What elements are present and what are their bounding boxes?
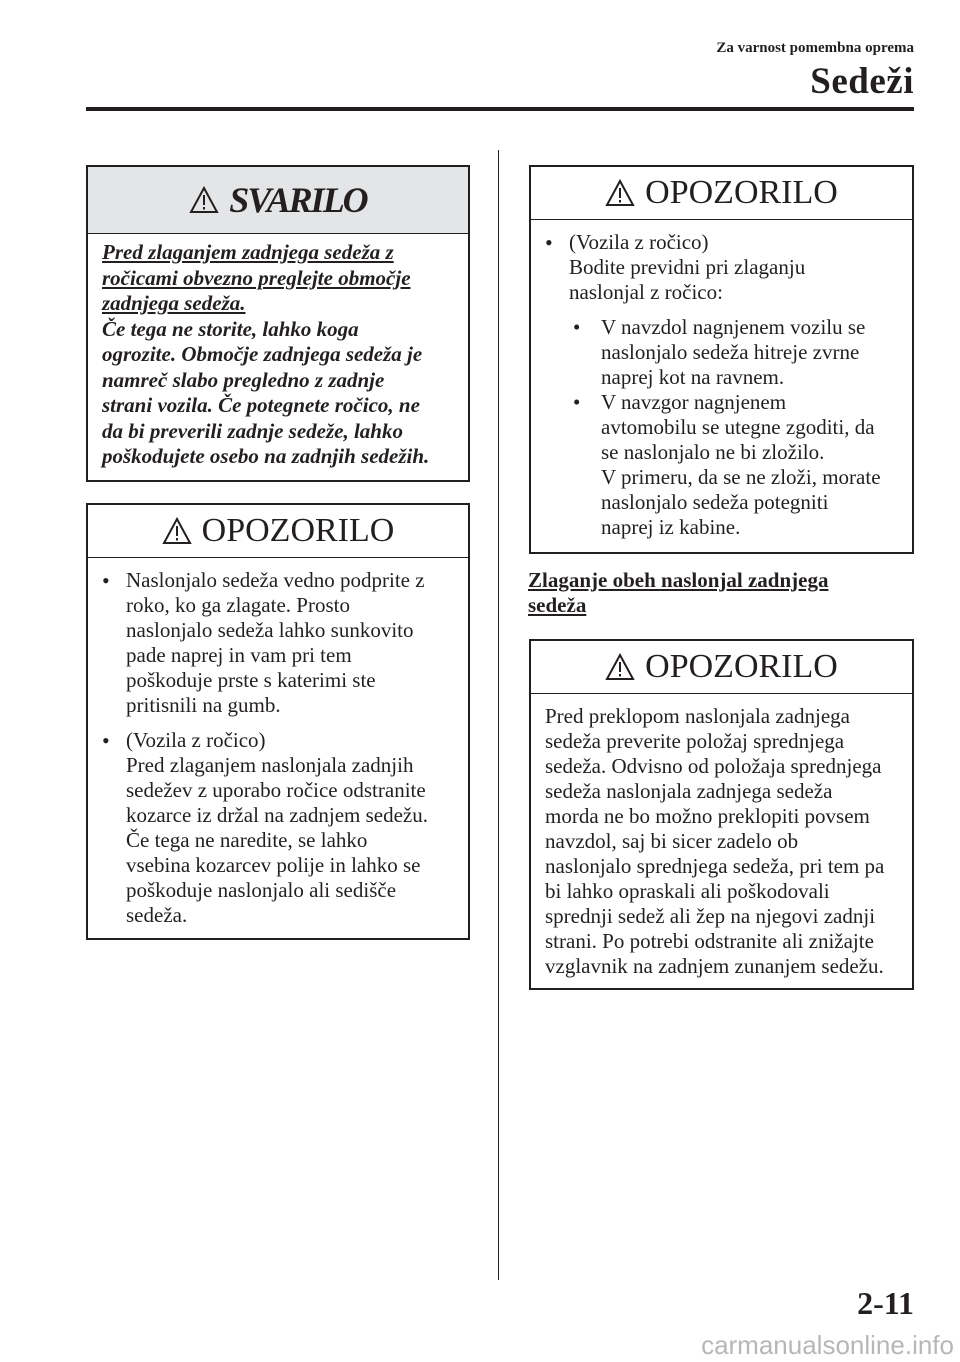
list-item-line: pade naprej in vam pri tem (126, 643, 352, 667)
list-item (102, 568, 454, 718)
list-item-line: sedežev z uporabo ročice odstranite (126, 778, 426, 802)
svarilo-line-underlined: zadnjega sedeža. (102, 291, 246, 315)
page-number: 2-11 (857, 1285, 914, 1321)
opozorilo-right-bottom-box (529, 639, 914, 990)
sub-list-item-line: se naslonjalo ne bi zložilo. (601, 440, 825, 464)
sub-list-item-line: V navzdol nagnjenem vozilu se (601, 315, 866, 339)
svarilo-warning-box (86, 165, 470, 482)
sub-list-item-line: naprej iz kabine. (601, 515, 741, 539)
list-item-line: naslonjalo sedeža lahko sunkovito (126, 618, 414, 642)
list-item-line: roko, ko ga zlagate. Prosto (126, 593, 350, 617)
paragraph-line: morda ne bo možno preklopiti povsem (545, 804, 870, 828)
opozorilo-left-box (86, 503, 470, 940)
svarilo-line: poškodujete osebo na zadnjih sedežih. (102, 444, 430, 468)
warning-triangle-icon (605, 653, 635, 681)
header-rule (86, 107, 914, 111)
opozorilo-right-bottom-title: OPOZORILO (645, 648, 838, 685)
watermark: carmanualsonline.info (701, 1330, 954, 1360)
paragraph-line: vzglavnik na zadnjem zunanjem sedežu. (545, 954, 884, 978)
opozorilo-right-top-box (529, 165, 914, 554)
sub-list-item-line: naslonjalo sedeža potegniti (601, 490, 829, 514)
sub-list-item-line: naprej kot na ravnem. (601, 365, 785, 389)
paragraph-line: sprednji sedež ali žep na njegovi zadnji (545, 904, 876, 928)
opozorilo-left-title: OPOZORILO (201, 512, 395, 549)
paragraph-line: Pred preklopom naslonjala zadnjega (545, 704, 850, 728)
section-heading (528, 568, 908, 618)
opozorilo-left-body (88, 558, 468, 940)
warning-triangle-icon (189, 186, 219, 214)
paragraph-line: navzdol, saj bi sicer zadelo ob (545, 829, 799, 853)
bullet-icon: • (102, 568, 110, 593)
bullet-icon: • (573, 315, 581, 339)
sub-list-item-line: avtomobilu se utegne zgoditi, da (601, 415, 875, 439)
paragraph-line: sedeža. Odvisno od položaja sprednjega (545, 754, 882, 778)
bullet-icon: • (573, 390, 581, 414)
list-item-line: (Vozila z ročico) (569, 230, 709, 254)
svarilo-line: Če tega ne storite, lahko koga (102, 316, 359, 341)
list-item-line: kozarce iz držal na zadnjem sedežu. (126, 803, 428, 827)
list-item-line: pritisnili na gumb. (126, 693, 281, 717)
sub-list-item-line: V navzgor nagnjenem (601, 390, 787, 414)
sub-list-item-line: V primeru, da se ne zloži, morate (601, 465, 881, 489)
paragraph-line: strani. Po potrebi odstranite ali znižajte (545, 929, 874, 953)
list-item-line: vsebina kozarcev polije in lahko se (126, 853, 421, 877)
list-item-line: Bodite previdni pri zlaganju (569, 255, 806, 279)
opozorilo-right-top-body (531, 220, 912, 552)
page-title: Sedeži (810, 61, 914, 102)
svarilo-line: da bi preverili zadnje sedeže, lahko (102, 418, 403, 443)
svarilo-body (88, 234, 468, 482)
list-item (545, 230, 898, 540)
opozorilo-right-top-header (531, 167, 912, 220)
opozorilo-right-top-title: OPOZORILO (645, 174, 838, 211)
sub-list-item-line: naslonjalo sedeža hitreje zvrne (601, 340, 860, 364)
warning-triangle-icon (605, 179, 635, 207)
list-item-line: Če tega ne naredite, se lahko (126, 828, 368, 852)
svarilo-header (88, 167, 468, 234)
paragraph-line: sedeža preverite položaj sprednjega (545, 729, 845, 753)
column-divider (498, 150, 499, 1280)
warning-triangle-icon (162, 517, 192, 545)
opozorilo-right-bottom-body (531, 694, 912, 991)
list-item-line: poškoduje naslonjalo ali sedišče (126, 878, 397, 902)
bullet-icon: • (102, 728, 110, 753)
section-heading-line: Zlaganje obeh naslonjal zadnjega (528, 568, 829, 592)
svarilo-line: ogrozite. Območje zadnjega sedeža je (102, 342, 423, 366)
section-heading-line: sedeža (528, 593, 587, 617)
list-item-line: (Vozila z ročico) (126, 728, 266, 752)
svarilo-line-underlined: ročicami obvezno preglejte območje (102, 265, 411, 290)
svarilo-title: SVARILO (229, 180, 367, 220)
paragraph-line: sedeža naslonjala zadnjega sedeža (545, 779, 833, 803)
list-item-line: Pred zlaganjem naslonjala zadnjih (126, 753, 414, 777)
list-item (102, 728, 454, 928)
svarilo-line: namreč slabo pregledno z zadnje (102, 367, 385, 392)
sub-list-item (569, 390, 881, 540)
opozorilo-left-header (88, 505, 468, 558)
svarilo-line-underlined: Pred zlaganjem zadnjega sedeža z (102, 240, 394, 264)
header-section-label: Za varnost pomembna oprema (716, 40, 914, 56)
list-item-line: sedeža. (126, 903, 188, 927)
list-item-line: Naslonjalo sedeža vedno podprite z (126, 568, 425, 592)
bullet-icon: • (545, 230, 553, 255)
paragraph-line: naslonjalo sprednjega sedeža, pri tem pa (545, 854, 885, 878)
opozorilo-right-bottom-header (531, 641, 912, 694)
paragraph-line: bi lahko opraskali ali poškodovali (545, 879, 830, 903)
list-item-line: poškoduje prste s katerimi ste (126, 668, 376, 692)
list-item-line: naslonjal z ročico: (569, 280, 723, 304)
sub-list-item (569, 315, 881, 390)
svarilo-line: strani vozila. Če potegnete ročico, ne (102, 393, 420, 417)
